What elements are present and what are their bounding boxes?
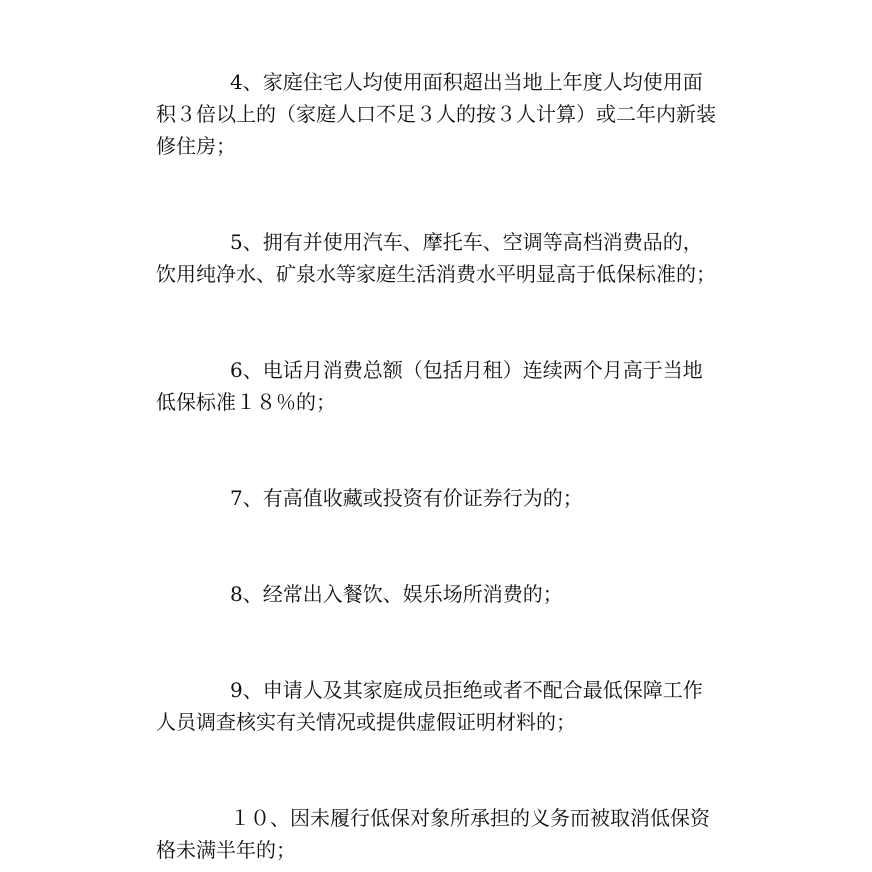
clause-5-line-1: 5、拥有并使用汽车、摩托车、空调等高档消费品的， xyxy=(230,230,703,254)
clause-8-line-1: 8、经常出入餐饮、娱乐场所消费的； xyxy=(230,582,563,606)
clause-7-line-1: 7、有高值收藏或投资有价证券行为的； xyxy=(230,486,583,510)
clause-4-line-1: 4、家庭住宅人均使用面积超出当地上年度人均使用面 xyxy=(230,70,703,94)
clause-6-line-2: 低保标准１８％的； xyxy=(156,390,336,414)
clause-10-line-1: １０、因未履行低保对象所承担的义务而被取消低保资 xyxy=(230,806,710,830)
clause-9 xyxy=(156,674,746,738)
clause-4 xyxy=(156,66,746,162)
clause-9-line-2: 人员调查核实有关情况或提供虚假证明材料的； xyxy=(156,710,576,734)
clause-5 xyxy=(156,226,746,290)
clause-8 xyxy=(156,578,746,610)
clause-4-line-2: 积３倍以上的（家庭人口不足３人的按３人计算）或二年内新装 xyxy=(156,102,716,126)
clause-4-line-3: 修住房； xyxy=(156,134,236,158)
clause-9-line-1: 9、申请人及其家庭成员拒绝或者不配合最低保障工作 xyxy=(230,678,703,702)
clause-7 xyxy=(156,482,746,514)
clause-5-line-2: 饮用纯净水、矿泉水等家庭生活消费水平明显高于低保标准的； xyxy=(156,262,716,286)
clause-10-line-2: 格未满半年的； xyxy=(156,838,296,862)
clause-10 xyxy=(156,802,746,866)
clause-6 xyxy=(156,354,746,418)
clause-6-line-1: 6、电话月消费总额（包括月租）连续两个月高于当地 xyxy=(230,358,703,382)
